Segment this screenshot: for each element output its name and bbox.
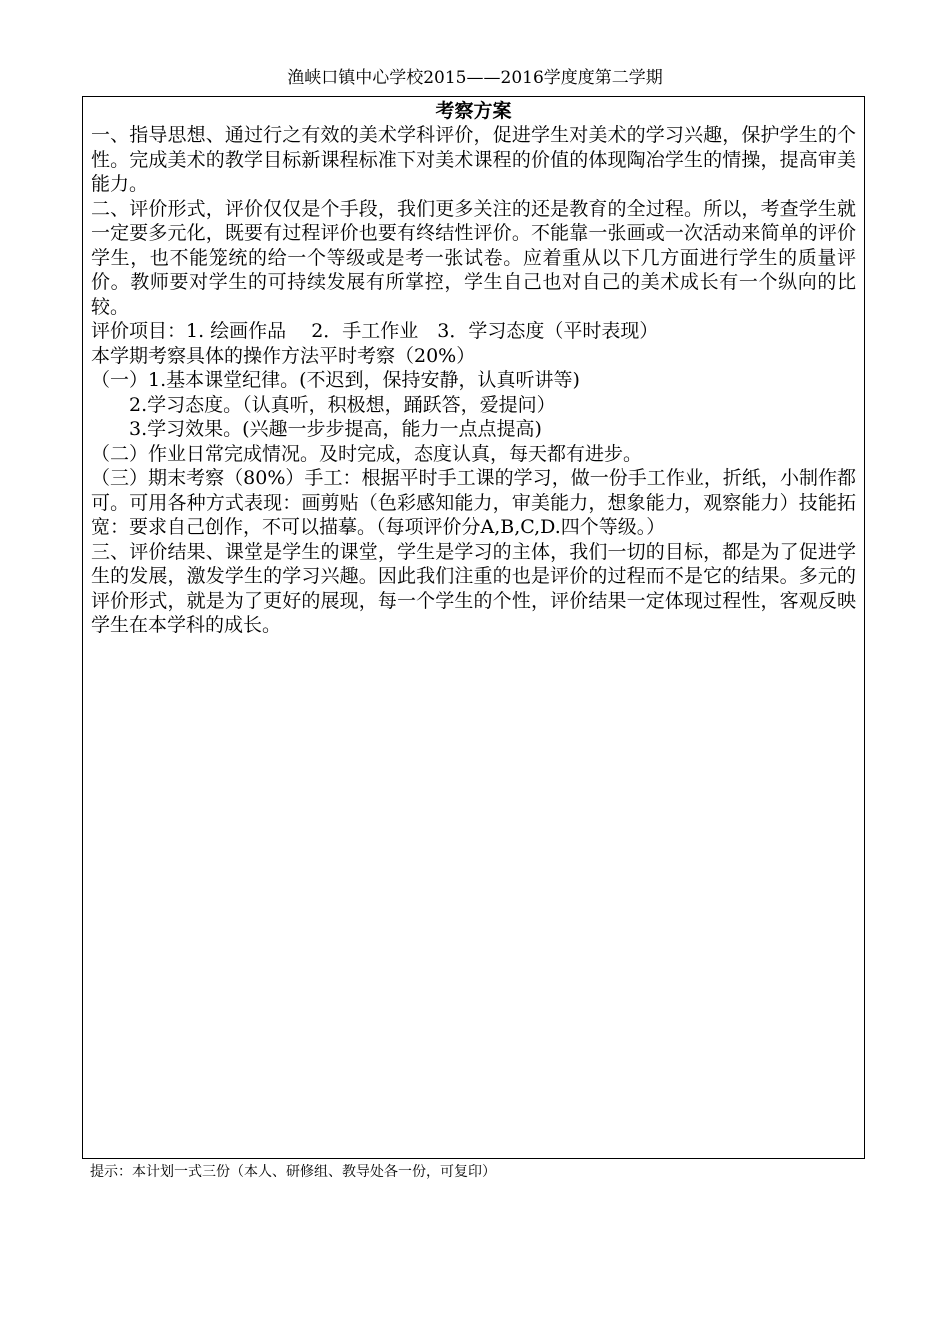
list-item-final-assessment: （三）期末考察（80%）手工：根据平时手工课的学习，做一份手工作业，折纸，小制作都可。可用各种方式表现：画剪贴（色彩感知能力，审美能力，想象能力，观察能力）技能拓宽：要求自己创作，不可以描摹。（每项评价分A,B,C,D.四个等级。）	[91, 467, 856, 538]
paragraph-regular-assessment: 本学期考察具体的操作方法平时考察（20%）	[91, 344, 476, 367]
paragraph-evaluation-result: 三、评价结果、课堂是学生的课堂，学生是学习的主体，我们一切的目标，都是为了促进学生的发展，激发学生的学习兴趣。因此我们注重的也是评价的过程而不是它的结果。多元的评价形式，就是为了更好的展现，每一个学生的个性，评价结果一定体现过程性，客观反映学生在本学科的成长。	[91, 540, 856, 636]
content-frame	[82, 96, 865, 1159]
paragraph-evaluation-items: 评价项目：1. 绘画作品 2．手工作业 3．学习态度（平时表现）	[91, 320, 659, 342]
list-item-classroom-discipline: （一）1.基本课堂纪律。(不迟到，保持安静，认真听讲等)	[91, 369, 580, 391]
list-item-learning-effect: 3.学习效果。(兴趣一步步提高，能力一点点提高)	[129, 418, 542, 440]
paragraph-evaluation-form: 二、评价形式，评价仅仅是个手段，我们更多关注的还是教育的全过程。所以，考查学生就一定要多元化，既要有过程评价也要有终结性评价。不能靠一张画或一次活动来简单的评价学生，也不能笼统的给一个等级或是考一张试卷。应着重从以下几方面进行学生的质量评价。教师要对学生的可持续发展有所掌控，学生自己也对自己的美术成长有一个纵向的比较。	[91, 197, 856, 318]
paragraph-guiding-principle: 一、指导思想、通过行之有效的美术学科评价，促进学生对美术的学习兴趣，保护学生的个性。完成美术的教学目标新课程标准下对美术课程的价值的体现陶冶学生的情操，提高审美能力。	[91, 124, 856, 195]
list-item-homework: （二）作业日常完成情况。及时完成，态度认真，每天都有进步。	[91, 442, 643, 465]
footer-hint: 提示：本计划一式三份（本人、研修组、教导处各一份，可复印）	[90, 1164, 496, 1180]
document-title: 考察方案	[435, 100, 512, 122]
list-item-learning-attitude: 2.学习态度。（认真听，积极想，踊跃答，爱提问）	[129, 393, 556, 416]
page-header: 渔峡口镇中心学校2015——2016学度度第二学期	[287, 68, 663, 88]
